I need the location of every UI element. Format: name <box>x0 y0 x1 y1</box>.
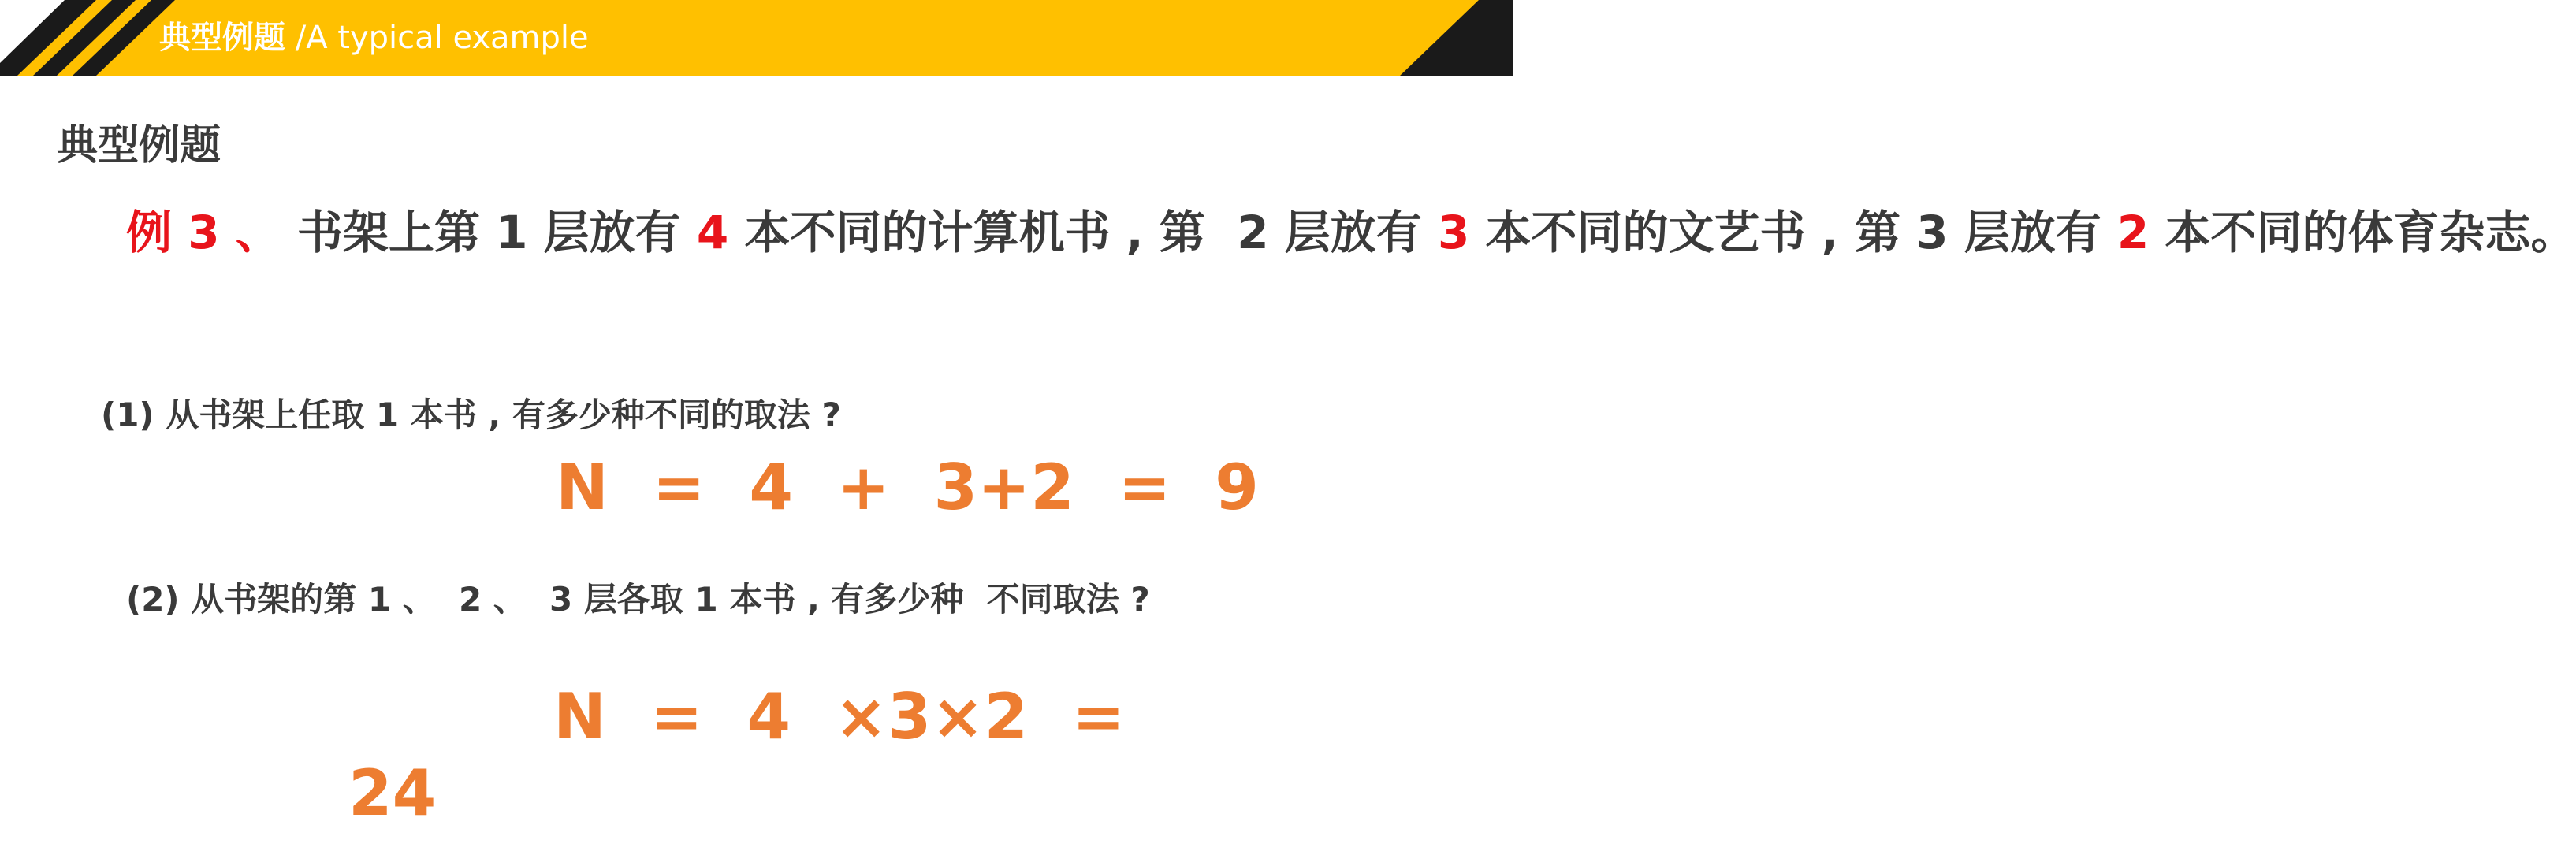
problem-label: 例 3 、 <box>126 206 281 259</box>
equation-1: N = 4 + 3+2 = 9 <box>556 451 1259 524</box>
problem-text-part: 本不同的文艺书 , 第 3 层放有 <box>1469 206 2117 259</box>
header-band <box>0 0 1513 76</box>
equation-2-result: 24 <box>348 756 437 830</box>
problem-highlight-number: 3 <box>1438 206 1470 259</box>
section-heading: 典型例题 <box>57 122 221 169</box>
question-2: (2) 从书架的第 1 、 2 、 3 层各取 1 本书 , 有多少种 不同取法 ? <box>126 580 1150 619</box>
problem-text-part: 书架上第 1 层放有 <box>281 206 697 259</box>
problem-highlight-number: 4 <box>696 206 729 259</box>
equation-2: N = 4 ×3×2 = <box>553 680 1125 753</box>
header-title-cn: 典型例题 <box>159 20 285 56</box>
problem-text-part: 本不同的体育杂志。 <box>2149 206 2576 259</box>
header-title-en: /A typical example <box>285 20 589 56</box>
problem-text-part: 本不同的计算机书 , 第 2 层放有 <box>728 206 1438 259</box>
question-1: (1) 从书架上任取 1 本书 , 有多少种不同的取法 ? <box>101 396 841 434</box>
problem-highlight-number: 2 <box>2116 206 2150 259</box>
problem-statement <box>126 203 2576 262</box>
header-title <box>159 17 589 58</box>
